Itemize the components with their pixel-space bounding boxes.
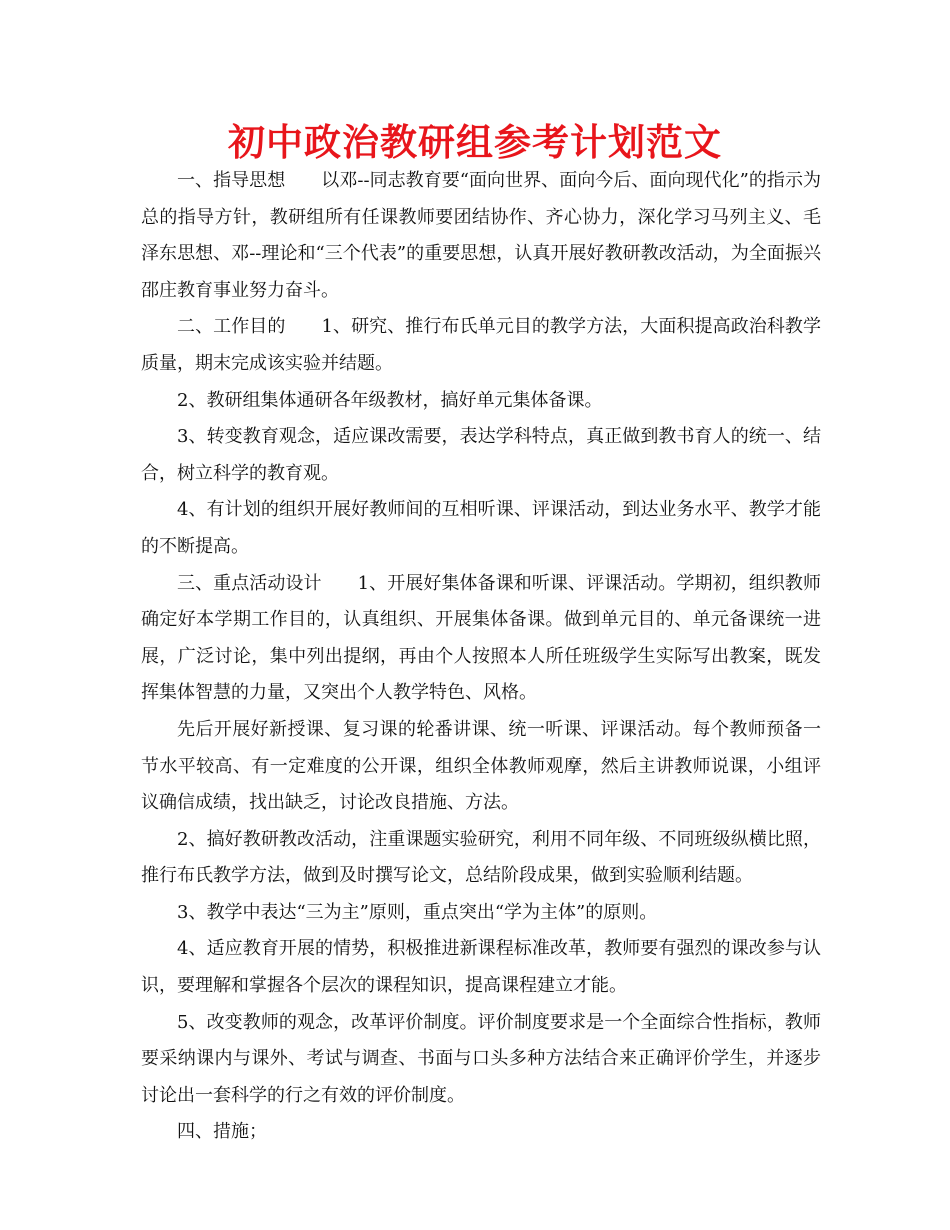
section-heading: 三、重点活动设计: [177, 572, 322, 594]
document-body: [141, 163, 821, 1151]
paragraph-measures-heading: 四、措施；: [177, 1121, 267, 1143]
paragraph-work-goals: [141, 309, 821, 382]
section-heading: 一、指导思想: [177, 170, 286, 191]
section-heading: 二、工作目的: [177, 316, 286, 338]
paragraph-text: 以邓--同志教育要“面向世界、面向今后、面向现代化”的指示为总的指导方针，教研组所有任课教师要团结协作、齐心协力，深化学习马列主义、毛泽东思想、邓--理论和“三个代表”的重要思想，认真开展好教研教改活动，为全面振兴邵庄教育事业努力奋斗。: [141, 170, 821, 301]
paragraph-activity-2: 2、搞好教研教改活动，注重课题实验研究，利用不同年级、不同班级纵横比照，推行布氏教学方法，做到及时撰写论文，总结阶段成果，做到实验顺利结题。: [141, 828, 821, 887]
paragraph-key-activities: [141, 566, 821, 712]
document-title: 初中政治教研组参考计划范文: [228, 121, 722, 164]
paragraph-goal-3: 3、转变教育观念，适应课改需要，表达学科特点，真正做到教书育人的统一、结合，树立科学的教育观。: [141, 426, 821, 484]
paragraph-text: 1、研究、推行布氏单元目的教学方法，大面积提高政治科教学质量，期末完成该实验并结题。: [141, 316, 822, 374]
paragraph-activity-4: 4、适应教育开展的情势，积极推进新课程标准改革，教师要有强烈的课改参与认识，要理解和掌握各个层次的课程知识，提高课程建立才能。: [141, 938, 821, 997]
paragraph-goal-4: 4、有计划的组织开展好教师间的互相听课、评课活动，到达业务水平、教学才能的不断提高。: [141, 499, 821, 557]
paragraph-guiding-thought: [141, 163, 821, 309]
paragraph-activity-3: 3、教学中表达“三为主”原则，重点突出“学为主体”的原则。: [177, 901, 658, 923]
paragraph-goal-2: 2、教研组集体通研各年级教材，搞好单元集体备课。: [177, 389, 603, 411]
paragraph-activity-5: 5、改变教师的观念，改革评价制度。评价制度要求是一个全面综合性指标，教师要采纳课内与课外、考试与调查、书面与口头多种方法结合来正确评价学生，并逐步讨论出一套科学的行之有效的评价制度。: [141, 1011, 821, 1106]
paragraph-activity-lectures: 先后开展好新授课、复习课的轮番讲课、统一听课、评课活动。每个教师预备一节水平较高、有一定难度的公开课，组织全体教师观摩，然后主讲教师说课，小组评议确信成绩，找出缺乏，讨论改良措施、方法。: [141, 718, 821, 814]
paragraph-text: 1、开展好集体备课和听课、评课活动。学期初，组织教师确定好本学期工作目的，认真组织、开展集体备课。做到单元目的、单元备课统一进展，广泛讨论，集中列出提纲，再由个人按照本人所任班级学生实际写出教案，既发挥集体智慧的力量，又突出个人教学特色、风格。: [141, 572, 822, 704]
